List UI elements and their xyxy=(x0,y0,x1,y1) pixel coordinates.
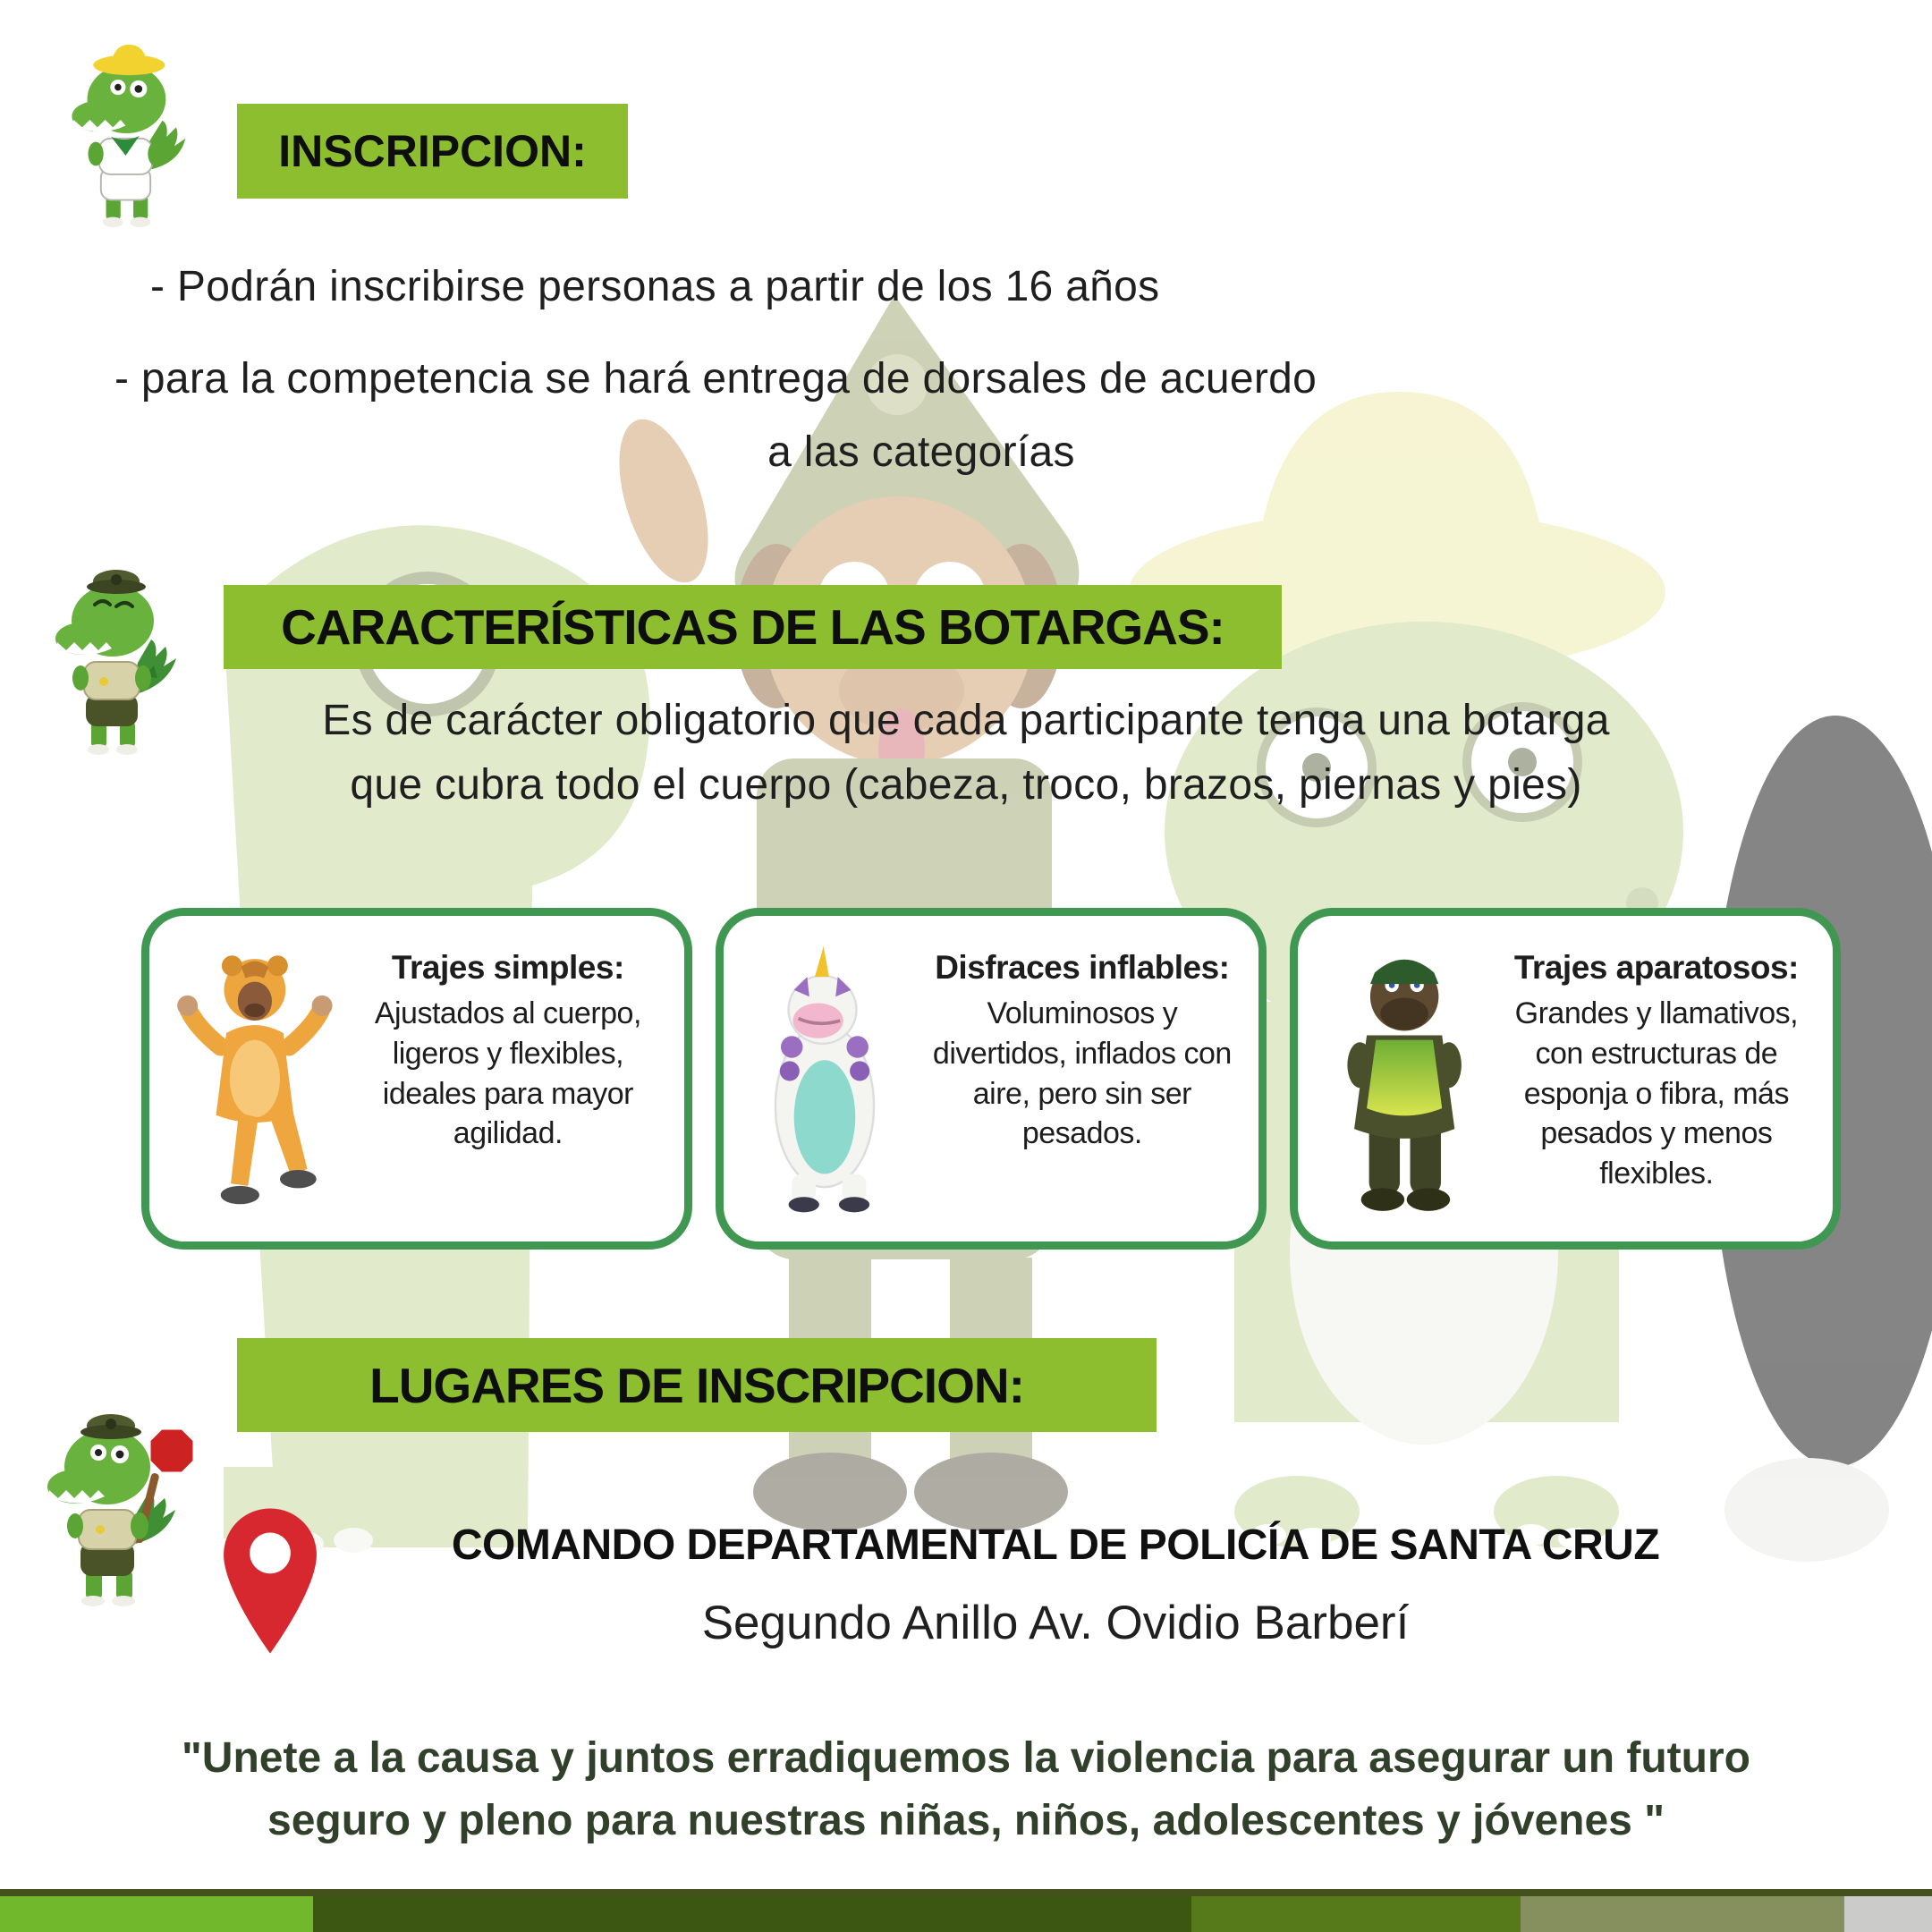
location-pin-icon xyxy=(222,1485,318,1677)
costume-card-title: Trajes simples: xyxy=(391,949,624,986)
costume-card-text xyxy=(920,927,1244,1154)
costume-card-body: Ajustados al cuerpo, ligeros y flexibles, ideales para mayor agilidad. xyxy=(374,996,641,1151)
costume-card-inflatable xyxy=(716,908,1267,1250)
footer-bar-medium-green xyxy=(1191,1896,1521,1932)
footer-bar-dark-green xyxy=(313,1896,1191,1932)
dino-stop-sign-icon xyxy=(38,1402,216,1613)
costume-card-body: Grandes y llamativos, con estructuras de esponja o fibra, más pesados y menos flexibles. xyxy=(1514,996,1799,1191)
costume-card-title: Trajes aparatosos: xyxy=(1513,949,1799,986)
quote-line-1: "Unete a la causa y juntos erradiquemos la violencia para asegurar un futuro xyxy=(182,1734,1750,1782)
costume-card-title: Disfraces inflables: xyxy=(935,949,1230,986)
costume-card-body: Voluminosos y divertidos, inflados con aire, pero sin ser pesados. xyxy=(932,996,1232,1151)
lion-costume-image xyxy=(164,942,346,1216)
inflatable-unicorn-image xyxy=(738,942,920,1216)
caracteristicas-body-line-2: que cubra todo el cuerpo (cabeza, troco, brazos, piernas y pies) xyxy=(350,761,1582,809)
costume-card-text xyxy=(346,927,670,1154)
inscripcion-bullet-2: - para la competencia se hará entrega de dorsales de acuerdo xyxy=(114,355,1318,402)
inscripcion-bullet-3: a las categorías xyxy=(767,428,1075,476)
footer-bar-bright-green xyxy=(0,1896,313,1932)
location-name: COMANDO DEPARTAMENTAL DE POLICÍA DE SANTA CRUZ xyxy=(451,1521,1660,1569)
costume-card-simple xyxy=(141,908,692,1250)
inscripcion-header-label: INSCRIPCION: xyxy=(278,126,587,176)
caracteristicas-header-badge xyxy=(224,585,1282,669)
footer-bar-light-gray xyxy=(1844,1896,1932,1932)
caracteristicas-header-label: CARACTERÍSTICAS DE LAS BOTARGAS: xyxy=(281,599,1224,655)
quote-line-2: seguro y pleno para nuestras niñas, niños, adolescentes y jóvenes " xyxy=(267,1797,1665,1844)
footer-top-line xyxy=(0,1889,1932,1896)
lugares-header-badge xyxy=(237,1338,1157,1432)
caracteristicas-body-line-1: Es de carácter obligatorio que cada participante tenga una botarga xyxy=(322,697,1610,744)
footer-color-bars xyxy=(0,1889,1932,1932)
inscripcion-bullet-1: - Podrán inscribirse personas a partir de los 16 años xyxy=(150,263,1160,310)
inscripcion-header-badge xyxy=(237,104,628,199)
costume-cards-row xyxy=(141,908,1841,1250)
footer-bar-gray-green xyxy=(1521,1896,1844,1932)
costume-card-text xyxy=(1495,927,1818,1194)
location-address: Segundo Anillo Av. Ovidio Barberí xyxy=(701,1597,1410,1649)
costume-card-bulky xyxy=(1290,908,1841,1250)
lugares-header-label: LUGARES DE INSCRIPCION: xyxy=(369,1357,1024,1413)
dino-scout-hat-icon xyxy=(61,41,191,229)
bulky-dog-mascot-image xyxy=(1312,942,1495,1216)
